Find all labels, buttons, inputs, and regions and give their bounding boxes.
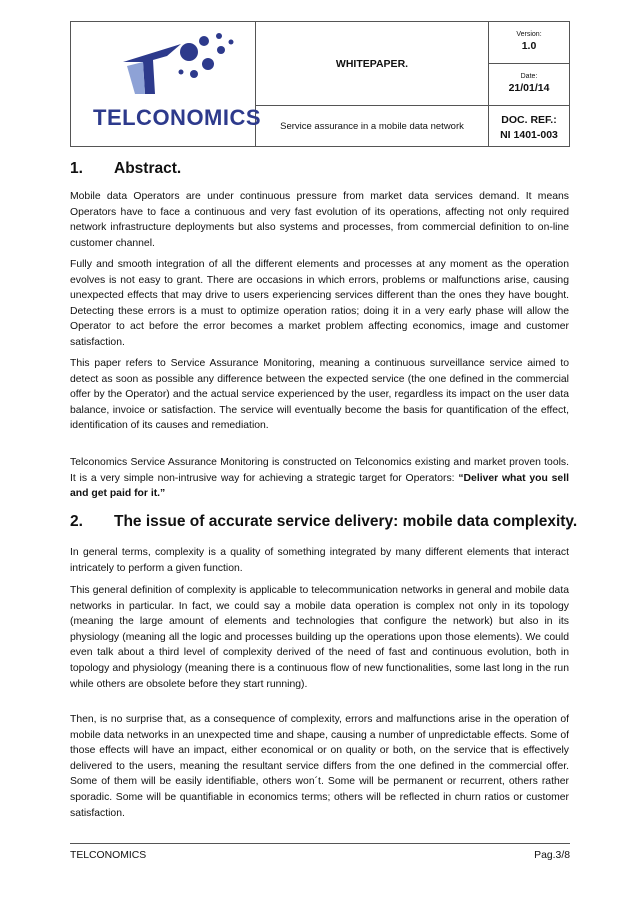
date-cell [489,64,569,106]
logo-text: TELCONOMICS [93,105,262,130]
docref-value: NI 1401-003 [500,129,558,141]
section-1-slogan: “Deliver what you sell and get paid for it.” [70,472,569,500]
telconomics-logo-icon [71,22,256,102]
section-1-paragraph-4-text: Telconomics Service Assurance Monitoring is constructed on Telconomics existing and market proven tools. It is a very simple non-intrusive way for achieving a strategic target for Operators: [70,457,569,484]
section-1-paragraph-4 [70,455,569,502]
section-2-paragraph-1: In general terms, complexity is a quality of something integrated by many different elements that interact intricately to perform a given function. [70,547,569,574]
section-2-number: 2. [70,513,83,530]
footer-page-number: Pag.3/8 [534,850,570,861]
section-2-paragraph-2: This general definition of complexity is applicable to telecommunication networks in general and mobile data networks in particular. In fact, we could say a mobile data operation is complex not only in its topology (meaning the large amount of elements and technologies that configure the network) but also in its physiology (meaning all the logic and processes building up the operations upon those elements). We could even talk about a third level of complexity derived of the need of fast and continuous evolution, both in topology and physiology (meaning there is a continuous flow of new functionalities, some last long in the run while others are obsolete before they start running). [70,585,569,690]
document-title: WHITEPAPER. [256,22,489,106]
docref-label: DOC. REF.: [501,114,557,126]
date-value: 21/01/14 [508,82,550,94]
section-1-paragraph-2: Fully and smooth integration of all the different elements and processes at any moment as the operation evolves is not easy to grant. There are occasions in which errors, problems or malfunctions arise, causing unexpected effects that may drive to users experiencing services different than the ones they have bought. Detecting these errors is a must to optimize operation ratios; doing it in a very early phase will allow the Operator to act before the error becomes a market problem affecting economics, image and customer satisfaction. [70,259,569,348]
version-label: Version: [516,31,542,38]
footer-company: TELCONOMICS [70,850,147,861]
date-label: Date: [520,73,538,80]
logo-cell [71,22,262,146]
section-1-heading [70,160,181,178]
section-2-heading [70,513,577,531]
document-subtitle: Service assurance in a mobile data network [256,106,489,146]
section-1-title: Abstract. [114,160,182,177]
footer-divider [70,843,570,844]
version-cell [489,22,569,64]
section-1-paragraph-1: Mobile data Operators are under continuous pressure from market data services demand. It means Operators have to face a continuous and very fast evolution of its operations, affecting not only required network infrastructure deployments but also systems and processes, from commercial definition to on-line customer channel. [70,191,569,249]
section-1-paragraph-3: This paper refers to Service Assurance Monitoring, meaning a continuous surveillance service aimed to detect as soon as possible any difference between the expected service (the one defined in the commercial offer by the Operator) and the actual service experienced by the user, regardless its impact on the user data balance, invoice or satisfaction. The service will eventually become the basis for quantification of the effect, identification of its causes and remediation. [70,358,569,432]
section-2-title: The issue of accurate service delivery: mobile data complexity. [114,513,578,530]
section-2-paragraph-3: Then, is no surprise that, as a consequence of complexity, errors and malfunctions arise in the operation of mobile data networks in an unexpected time and shape, causing a number of unpredictable effects. Some of those effects will have an impact, either economical or on quality or both, on the service that is effectively delivered to the users, meaning the resultant service differs from the one defined in the commercial offer. Some of them will be easily identifiable, others won´t. Some will be permanent or recurrent, others rather sporadic. Some will be quantifiable in economics terms; others will be reflected in churn ratios or customer satisfaction. [70,714,569,819]
version-value: 1.0 [521,40,537,52]
section-1-number: 1. [70,160,83,177]
document-header-table [70,21,570,147]
docref-cell [489,106,569,146]
